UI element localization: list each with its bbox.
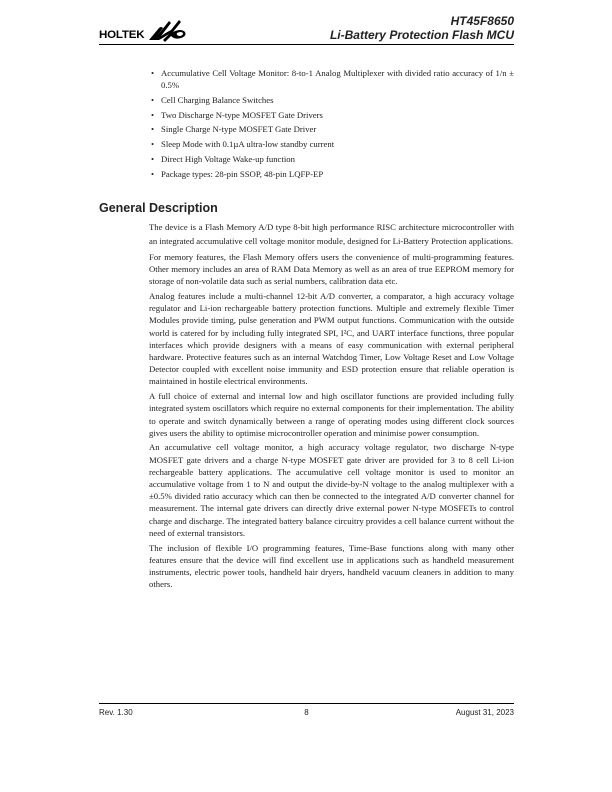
header-divider: [99, 44, 514, 45]
bullet-icon: •: [151, 109, 155, 120]
publication-date: August 31, 2023: [455, 708, 514, 717]
section-heading: General Description: [99, 201, 218, 215]
feature-item: • Sleep Mode with 0.1µA ultra-low standby current: [151, 139, 335, 150]
document-title: Li-Battery Protection Flash MCU: [329, 28, 514, 42]
bullet-icon: •: [151, 168, 155, 179]
feature-item: • Accumulative Cell Voltage Monitor: 8-to-1 Analog Multiplexer with divided ratio accuracy of 1/n ± 0.5%: [151, 68, 514, 90]
page-header: [99, 14, 514, 46]
footer-divider: [99, 703, 514, 704]
logo-wordmark: HOLTEK: [99, 29, 145, 41]
bullet-icon: •: [151, 124, 155, 135]
holtek-logo-icon: [147, 18, 189, 44]
paragraph: The device is a Flash Memory A/D type 8-bit high performance RISC architecture microcontroller with an integrated accumulative cell voltage monitor module, designed for Li-Battery Protection applications.: [149, 222, 514, 246]
feature-item: • Package types: 28-pin SSOP, 48-pin LQFP-EP: [151, 168, 324, 179]
feature-list: [151, 67, 514, 183]
bullet-icon: •: [151, 153, 155, 164]
revision-label: Rev. 1.30: [99, 708, 133, 717]
page-number: 8: [304, 708, 309, 717]
feature-item: • Cell Charging Balance Switches: [151, 94, 274, 105]
page-footer: [99, 708, 514, 720]
paragraph: Analog features include a multi-channel 12-bit A/D converter, a comparator, a high accuracy voltage regulator and Li-ion rechargeable battery protection functions. Multiple and extremely flexible Timer Modules provide timing, pulse generation and PWM output functions. Communication with the outside world is catered for by including fully integrated SPI, I²C, and UART interface functions, three popular interfaces which provide designers with a means of easy communication with external peripheral hardware. Protective features such as an internal Watchdog Timer, Low Voltage Reset and Low Voltage Detector coupled with excellent noise immunity and ESD protection ensure that reliable operation is maintained in hostile electrical environments.: [149, 291, 514, 387]
part-number: HT45F8650: [450, 14, 514, 28]
general-description-body: [149, 221, 514, 593]
feature-item: • Direct High Voltage Wake-up function: [151, 153, 295, 164]
paragraph: The inclusion of flexible I/O programming features, Time-Base functions along with many other features ensure that the device will find excellent use in applications such as handheld measurement instruments, electric power tools, handheld hair dryers, handheld vacuum cleaners in addition to many others.: [149, 542, 514, 590]
bullet-icon: •: [151, 139, 155, 150]
paragraph: For memory features, the Flash Memory offers users the convenience of multi-programming features. Other memory includes an area of RAM Data Memory as well as an area of true EEPROM memory for storage of non-volatile data such as serial numbers, calibration data etc.: [149, 251, 514, 287]
feature-item: • Two Discharge N-type MOSFET Gate Drivers: [151, 109, 323, 120]
paragraph: A full choice of external and internal low and high oscillator functions are provided including fully integrated system oscillators which require no external components for their implementation. The ability to operate and switch dynamically between a range of operating modes using different clock sources gives users the ability to optimise microcontroller operation and minimise power consumption.: [149, 391, 514, 438]
holtek-logo: [99, 18, 191, 44]
feature-item: • Single Charge N-type MOSFET Gate Driver: [151, 124, 317, 135]
bullet-icon: •: [151, 94, 155, 105]
paragraph: An accumulative cell voltage monitor, a high accuracy voltage regulator, two discharge N-type MOSFET gate drivers and a charge N-type MOSFET gate driver are provided for 3 to 8 cell Li-ion rechargeable battery applications. The accumulative cell voltage monitor is used to monitor an accumulative voltage from 1 to N and output the divide-by-N voltage to the analog multiplexer with a ±0.5% divided ratio accuracy which can then be connected to the integrated A/D converter channel for measurement. The internal gate drivers can directly drive external power N-type MOSFETs to control charge and discharge. The integrated battery balance circuitry provides a cell balance current without the need of external transistors.: [149, 442, 514, 538]
bullet-icon: •: [151, 68, 155, 78]
